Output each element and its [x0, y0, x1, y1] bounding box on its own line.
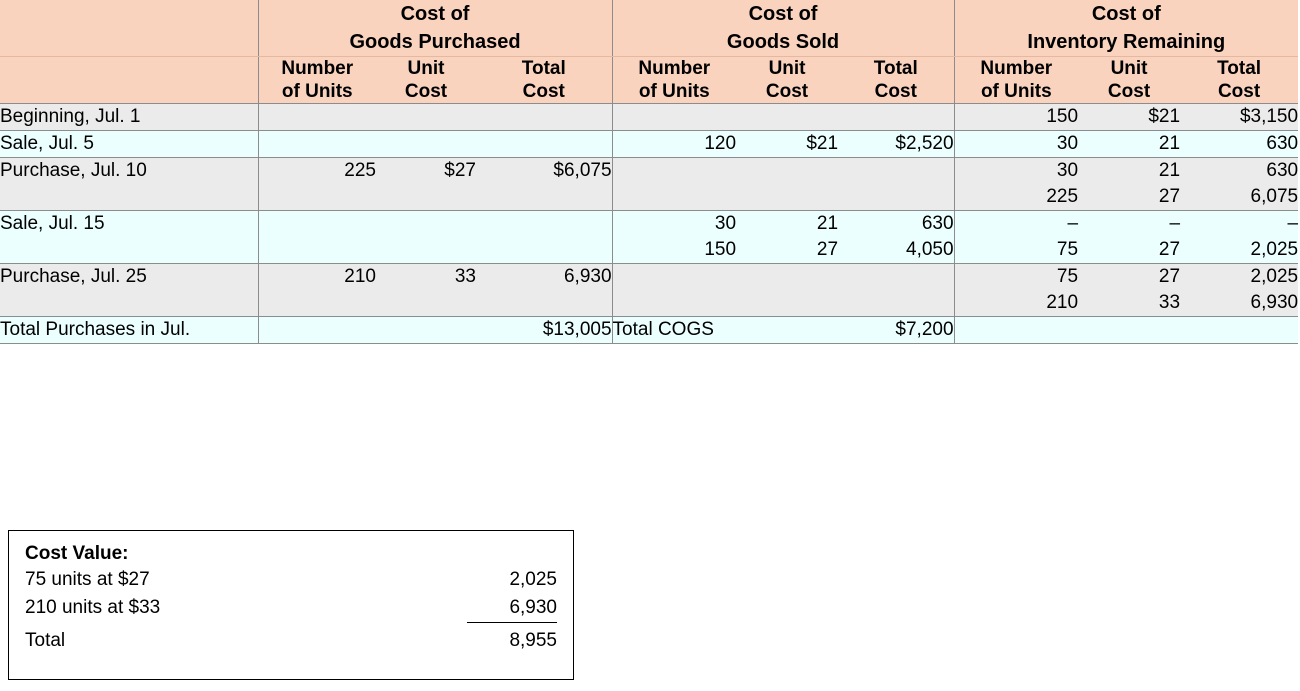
sub-header-sold-unit-cost: Unit Cost [736, 57, 838, 104]
purchased-units: 225 [258, 158, 376, 211]
sub-header-remaining-total-cost: Total Cost [1180, 57, 1298, 104]
remaining-units: 150 [954, 104, 1078, 131]
cost-value-line [9, 593, 573, 623]
table-row [0, 158, 1298, 211]
total-cogs-label: Total COGS [612, 317, 838, 344]
sold-total-cost [838, 104, 954, 131]
cost-value-line-desc: 75 units at $27 [25, 569, 150, 590]
remaining-units: 30 [954, 131, 1078, 158]
remaining-total-cost: 630 6,075 [1180, 158, 1298, 211]
table-row [0, 131, 1298, 158]
group-header-purchased-line1: Cost of [400, 3, 470, 25]
purchased-units: 210 [258, 264, 376, 317]
sub-header-purchased-total-cost: Total Cost [476, 57, 612, 104]
group-header-sold [612, 0, 954, 57]
sub-header-purchased-units: Number of Units [258, 57, 376, 104]
total-purchases-spacer-units [258, 317, 376, 344]
purchased-total-cost [476, 211, 612, 264]
table-row [0, 264, 1298, 317]
group-header-purchased [258, 0, 612, 57]
sold-units: 30 150 [612, 211, 736, 264]
row-label: Purchase, Jul. 10 [0, 158, 258, 211]
purchased-unit-cost [376, 104, 476, 131]
purchased-total-cost [476, 131, 612, 158]
purchased-total-cost: $6,075 [476, 158, 612, 211]
sold-total-cost: 630 4,050 [838, 211, 954, 264]
purchased-total-cost [476, 104, 612, 131]
sub-header-remaining-unit-cost: Unit Cost [1078, 57, 1180, 104]
total-purchases-amount: $13,005 [476, 317, 612, 344]
group-header-remaining [954, 0, 1298, 57]
perpetual-inventory-table [0, 0, 1298, 344]
sold-unit-cost [736, 158, 838, 211]
sold-total-cost [838, 264, 954, 317]
sub-header-row [0, 57, 1298, 104]
row-label: Sale, Jul. 15 [0, 211, 258, 264]
sold-units: 120 [612, 131, 736, 158]
sub-header-purchased-unit-cost: Unit Cost [376, 57, 476, 104]
cost-value-line-desc: 210 units at $33 [25, 597, 161, 618]
group-header-sold-line1: Cost of [748, 3, 818, 25]
sold-unit-cost [736, 104, 838, 131]
remaining-total-cost: $3,150 [1180, 104, 1298, 131]
cost-value-line-amount: 2,025 [509, 569, 557, 590]
cost-value-line-amount: 6,930 [467, 594, 557, 623]
totals-remaining-total-cost [1180, 317, 1298, 344]
cost-value-total-row [9, 623, 573, 654]
remaining-unit-cost: 21 27 [1078, 158, 1180, 211]
total-cogs-amount: $7,200 [838, 317, 954, 344]
sold-total-cost [838, 158, 954, 211]
totals-remaining-unit-cost [1078, 317, 1180, 344]
total-purchases-spacer-unit-cost [376, 317, 476, 344]
purchased-unit-cost: 33 [376, 264, 476, 317]
cost-value-box [8, 530, 574, 680]
sold-total-cost: $2,520 [838, 131, 954, 158]
group-header-remaining-line2: Inventory Remaining [1027, 31, 1226, 53]
remaining-unit-cost: 27 33 [1078, 264, 1180, 317]
total-purchases-label: Total Purchases in Jul. [0, 317, 258, 344]
table-row [0, 104, 1298, 131]
sold-unit-cost: 21 27 [736, 211, 838, 264]
purchased-unit-cost [376, 131, 476, 158]
remaining-units: 30 225 [954, 158, 1078, 211]
remaining-total-cost: – 2,025 [1180, 211, 1298, 264]
group-header-sold-line2: Goods Sold [726, 31, 840, 53]
sub-header-spacer [0, 57, 258, 104]
sold-units [612, 104, 736, 131]
cost-value-total-label: Total [25, 630, 66, 651]
sub-header-sold-total-cost: Total Cost [838, 57, 954, 104]
group-header-purchased-line2: Goods Purchased [349, 31, 521, 53]
remaining-units: – 75 [954, 211, 1078, 264]
totals-remaining-units [954, 317, 1078, 344]
purchased-units [258, 211, 376, 264]
sold-units [612, 264, 736, 317]
cost-value-title: Cost Value: [25, 543, 129, 564]
remaining-unit-cost: $21 [1078, 104, 1180, 131]
remaining-unit-cost: – 27 [1078, 211, 1180, 264]
sold-unit-cost: $21 [736, 131, 838, 158]
cost-value-line [9, 565, 573, 593]
group-header-row [0, 0, 1298, 57]
sub-header-sold-units: Number of Units [612, 57, 736, 104]
purchased-units [258, 104, 376, 131]
sub-header-remaining-units: Number of Units [954, 57, 1078, 104]
purchased-total-cost: 6,930 [476, 264, 612, 317]
remaining-total-cost: 2,025 6,930 [1180, 264, 1298, 317]
totals-row [0, 317, 1298, 344]
sold-unit-cost [736, 264, 838, 317]
row-label: Sale, Jul. 5 [0, 131, 258, 158]
remaining-unit-cost: 21 [1078, 131, 1180, 158]
table-body [0, 104, 1298, 344]
table-row [0, 211, 1298, 264]
cost-value-total-amount: 8,955 [509, 630, 557, 651]
row-label: Beginning, Jul. 1 [0, 104, 258, 131]
purchased-unit-cost: $27 [376, 158, 476, 211]
sold-units [612, 158, 736, 211]
purchased-unit-cost [376, 211, 476, 264]
group-header-spacer [0, 0, 258, 57]
remaining-total-cost: 630 [1180, 131, 1298, 158]
purchased-units [258, 131, 376, 158]
group-header-remaining-line1: Cost of [1091, 3, 1161, 25]
remaining-units: 75 210 [954, 264, 1078, 317]
row-label: Purchase, Jul. 25 [0, 264, 258, 317]
